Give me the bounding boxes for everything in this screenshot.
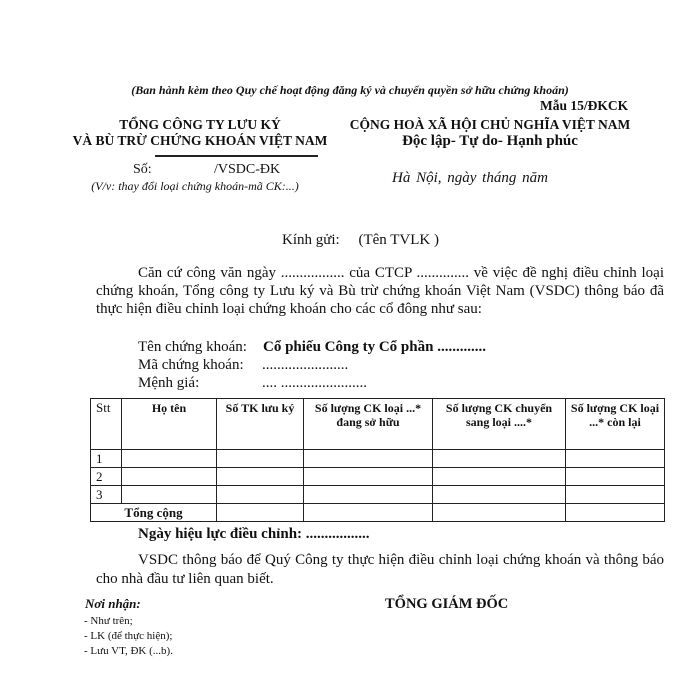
table-cell	[566, 450, 665, 468]
info-value: .... .......................	[262, 375, 367, 391]
list-item: - LK (để thực hiện);	[84, 630, 173, 642]
table-total-row	[91, 504, 665, 522]
table-cell	[433, 504, 566, 522]
info-row-code	[138, 356, 486, 374]
table-cell	[433, 468, 566, 486]
intro-text: Căn cứ công văn ngày ................. của CTCP .............. về việc đề nghị điều chỉnh loại chứng khoán, Tổng công ty Lưu ký và Bù trừ chứng khoán Việt Nam (VSDC) thông báo đã thực hiện điều chỉnh loại chứng khoán cho các cổ đông như sau:	[96, 265, 664, 317]
row-number: 2	[91, 468, 122, 486]
info-label: Tên chứng khoán:	[138, 339, 247, 355]
place-date: Hà Nội, ngày tháng năm	[392, 170, 548, 186]
row-number: 3	[91, 486, 122, 504]
list-item: - Như trên;	[84, 615, 133, 627]
table-cell	[217, 504, 304, 522]
security-info	[138, 338, 486, 392]
org-line-1: TỔNG CÔNG TY LƯU KÝ	[119, 117, 281, 132]
table-cell	[566, 468, 665, 486]
info-row-name	[138, 338, 486, 356]
info-label: Mệnh giá:	[138, 375, 200, 391]
table-cell	[304, 486, 433, 504]
header-divider	[155, 155, 318, 157]
effective-date: Ngày hiệu lực điều chỉnh: .................	[138, 526, 370, 542]
table-cell	[122, 468, 217, 486]
recipients-list	[84, 614, 173, 659]
col-header: Số TK lưu ký	[217, 399, 304, 450]
table-cell	[217, 468, 304, 486]
table-cell	[217, 450, 304, 468]
table-row	[91, 468, 665, 486]
recipients-heading: Nơi nhận:	[85, 596, 141, 611]
table-row	[91, 450, 665, 468]
subject-line: (V/v: thay đổi loại chứng khoán-mã CK:...)	[91, 179, 299, 193]
addressee: Kính gửi: (Tên TVLK )	[282, 232, 439, 248]
national-title: CỘNG HOÀ XÃ HỘI CHỦ NGHĨA VIỆT NAM	[349, 117, 631, 132]
table-header-row	[91, 399, 665, 450]
table-cell	[217, 486, 304, 504]
table-cell	[304, 504, 433, 522]
info-value: Cổ phiếu Công ty Cổ phần .............	[263, 339, 486, 355]
table-cell	[122, 486, 217, 504]
info-row-par	[138, 374, 486, 392]
table-cell	[304, 450, 433, 468]
table-cell	[122, 450, 217, 468]
closing-text: VSDC thông báo để Quý Công ty thực hiện điều chỉnh loại chứng khoán và thông báo cho nhà đầu tư liên quan biết.	[96, 552, 664, 587]
row-number: 1	[91, 450, 122, 468]
national-motto: Độc lập- Tự do- Hạnh phúc	[402, 133, 578, 149]
info-value: .......................	[262, 357, 349, 373]
col-header: Số lượng CK loại ...* đang sở hữu	[304, 399, 433, 450]
col-header: Số lượng CK loại ...* còn lại	[566, 399, 665, 450]
table-cell	[566, 486, 665, 504]
table-cell	[433, 450, 566, 468]
table-row	[91, 486, 665, 504]
signer-title: TỔNG GIÁM ĐỐC	[385, 596, 509, 612]
table-cell	[433, 486, 566, 504]
col-header: Họ tên	[122, 399, 217, 450]
info-label: Mã chứng khoán:	[138, 357, 244, 373]
intro-paragraph	[96, 264, 664, 318]
org-line-2: VÀ BÙ TRỪ CHỨNG KHOÁN VIỆT NAM	[72, 133, 328, 148]
col-header: Stt	[91, 399, 122, 450]
securities-table	[90, 398, 665, 522]
form-code: Mẫu 15/ĐKCK	[540, 98, 629, 113]
col-header: Số lượng CK chuyển sang loại ....*	[433, 399, 566, 450]
closing-paragraph	[96, 551, 664, 589]
table-cell	[566, 504, 665, 522]
document-number-code: /VSDC-ĐK	[214, 162, 281, 177]
table-cell	[304, 468, 433, 486]
list-item: - Lưu VT, ĐK (...b).	[84, 645, 173, 657]
document-number-label: Số:	[133, 162, 152, 177]
issued-note: (Ban hành kèm theo Quy chế hoạt động đăng ký và chuyển quyền sở hữu chứng khoán)	[131, 83, 569, 97]
total-label: Tổng cộng	[91, 504, 217, 522]
